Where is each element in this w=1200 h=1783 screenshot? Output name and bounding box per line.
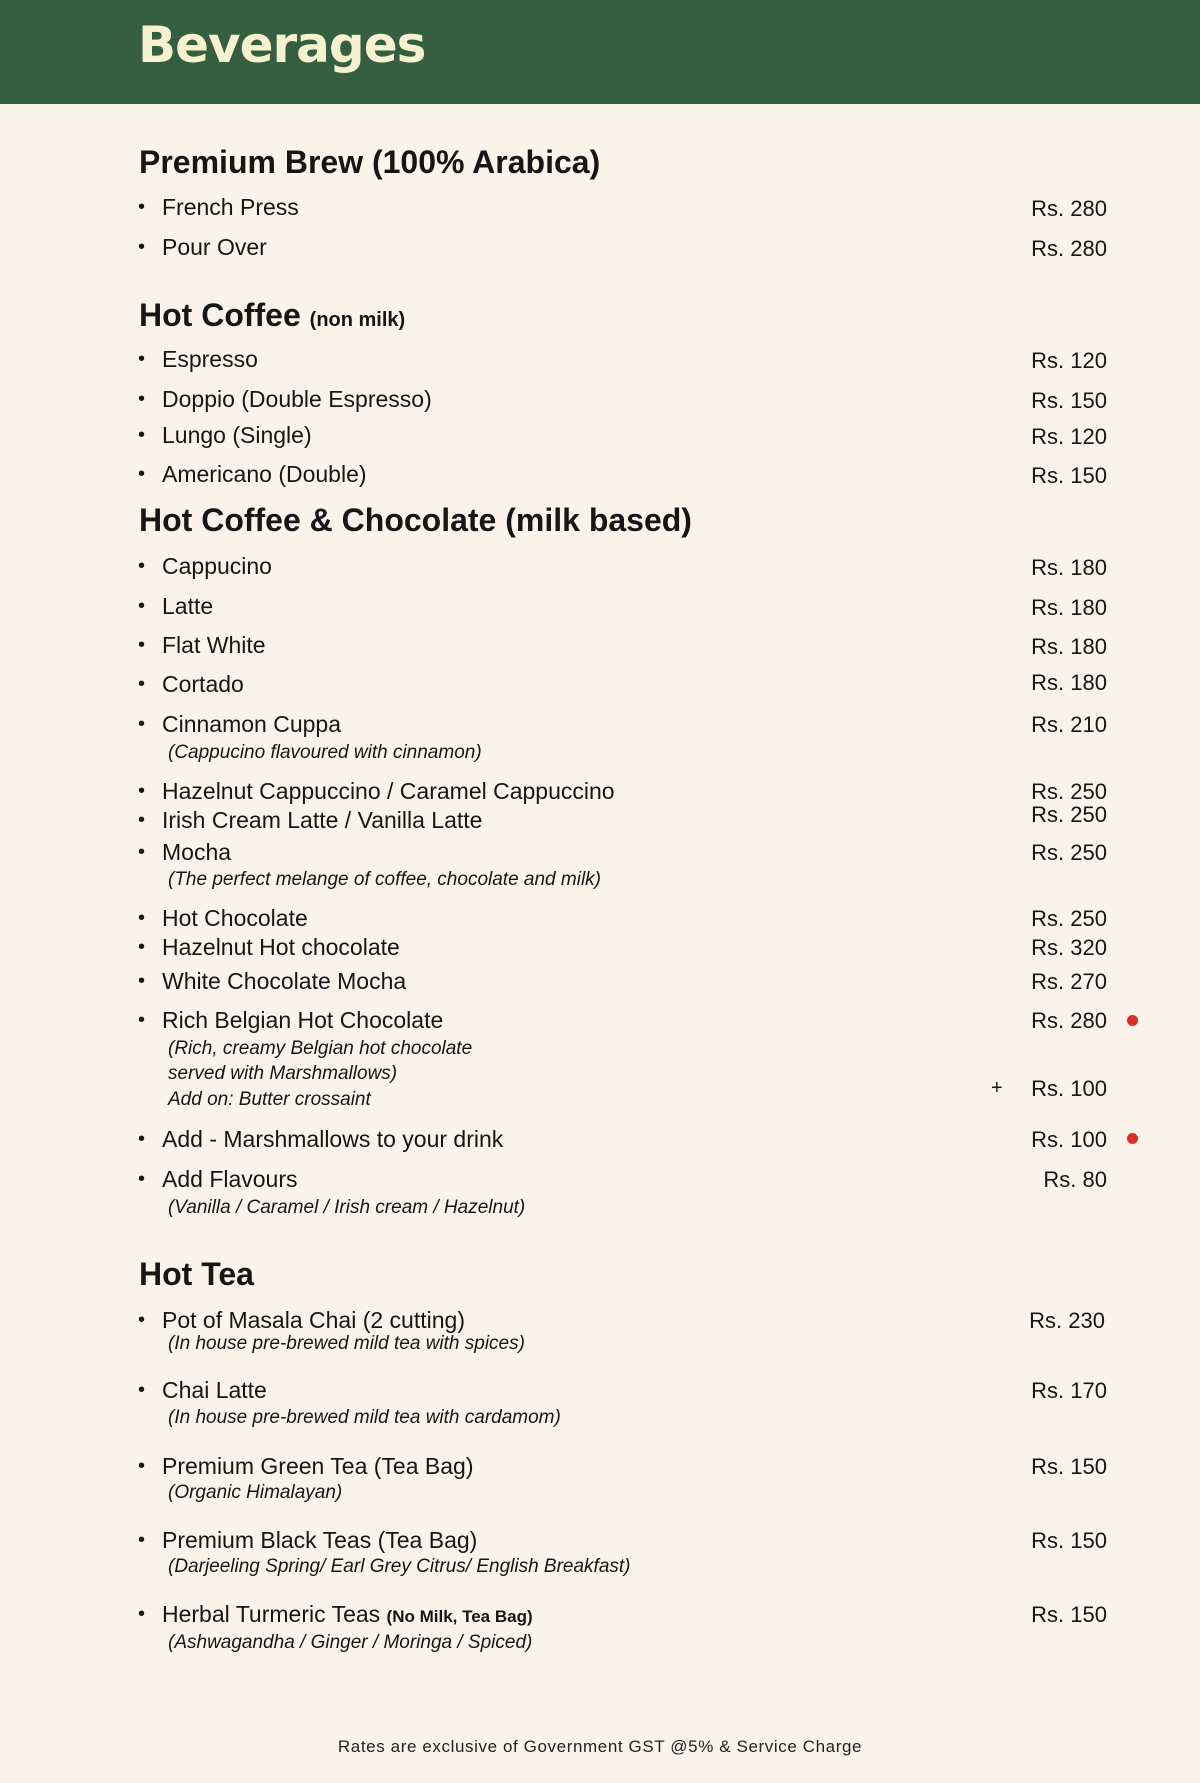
item-description: served with Marshmallows) [168,1063,398,1084]
item-price: Rs. 180 [1031,634,1107,659]
bullet: • [138,236,146,258]
section-title-hot-tea: Hot Tea [139,1256,254,1292]
bullet: • [138,970,146,992]
bullet: • [138,388,146,410]
item-price: Rs. 270 [1031,969,1107,994]
item-description: (Darjeeling Spring/ Earl Grey Citrus/ English Breakfast) [168,1556,631,1577]
item-description: (In house pre-brewed mild tea with cardamom) [168,1407,561,1428]
section-title-text: Hot Coffee [139,297,301,333]
item-description: (Organic Himalayan) [168,1482,343,1503]
item-name: Flat White [162,632,266,658]
item-name: Doppio (Double Espresso) [162,386,432,412]
item-name: Hot Chocolate [162,905,308,931]
bullet: • [138,1128,146,1150]
section-title-hot-coffee [139,297,405,334]
bullet: • [138,555,146,577]
item-name-text: Herbal Turmeric Teas [162,1601,381,1627]
item-price: Rs. 320 [1031,935,1107,960]
item-name: Add - Marshmallows to your drink [162,1126,504,1152]
bullet: • [138,809,146,831]
item-price: Rs. 80 [1043,1167,1107,1192]
bullet: • [138,1309,146,1331]
item-description: (Ashwagandha / Ginger / Moringa / Spiced) [168,1632,533,1653]
bullet: • [138,713,146,735]
item-name: Premium Green Tea (Tea Bag) [162,1453,474,1479]
item-name: Hazelnut Hot chocolate [162,934,400,960]
item-name: Rich Belgian Hot Chocolate [162,1007,444,1033]
item-price: Rs. 120 [1031,348,1107,373]
bullet: • [138,936,146,958]
item-price: Rs. 180 [1031,670,1107,695]
bullet: • [138,1168,146,1190]
item-name: Irish Cream Latte / Vanilla Latte [162,807,483,833]
section-title-milk-based: Hot Coffee & Chocolate (milk based) [139,502,692,538]
item-name-note: (No Milk, Tea Bag) [386,1607,533,1626]
item-price: Rs. 150 [1031,1602,1107,1627]
item-price: Rs. 210 [1031,712,1107,737]
item-price: Rs. 120 [1031,424,1107,449]
item-price: Rs. 150 [1031,1528,1107,1553]
item-price: Rs. 150 [1031,1454,1107,1479]
bullet: • [138,1455,146,1477]
item-price: Rs. 170 [1031,1378,1107,1403]
bullet: • [138,673,146,695]
section-title-premium-brew: Premium Brew (100% Arabica) [139,144,601,180]
item-name: White Chocolate Mocha [162,968,407,994]
item-price: Rs. 150 [1031,388,1107,413]
bullet: • [138,907,146,929]
bullet: • [138,595,146,617]
highlight-dot [1127,1015,1138,1026]
bullet: • [138,1009,146,1031]
item-name: Espresso [162,346,258,372]
item-description: (The perfect melange of coffee, chocolate and milk) [168,869,602,890]
item-name: Premium Black Teas (Tea Bag) [162,1527,478,1553]
bullet: • [138,196,146,218]
item-price: Rs. 250 [1031,802,1107,827]
item-name: French Press [162,194,299,220]
bullet: • [138,780,146,802]
item-description: (In house pre-brewed mild tea with spices) [168,1333,525,1354]
item-price: Rs. 280 [1031,236,1107,261]
item-name: Cappucino [162,553,272,579]
footer-note: Rates are exclusive of Government GST @5% & Service Charge [337,1737,863,1756]
item-name: Lungo (Single) [162,422,312,448]
item-price: Rs. 180 [1031,595,1107,620]
item-price: Rs. 180 [1031,555,1107,580]
item-price: Rs. 280 [1031,1008,1107,1033]
item-name: Pot of Masala Chai (2 cutting) [162,1307,465,1333]
item-name [162,1601,533,1628]
bullet: • [138,634,146,656]
item-price: Rs. 250 [1031,906,1107,931]
bullet: • [138,1379,146,1401]
bullet: • [138,424,146,446]
addon-price: Rs. 100 [1031,1076,1107,1101]
item-price: Rs. 250 [1031,779,1107,804]
bullet: • [138,841,146,863]
item-name: Chai Latte [162,1377,267,1403]
item-price: Rs. 150 [1031,463,1107,488]
item-description: (Vanilla / Caramel / Irish cream / Hazelnut) [168,1197,526,1218]
page-title: Beverages [138,16,426,74]
item-name: Cortado [162,671,244,697]
bullet: • [138,1529,146,1551]
bullet: • [138,463,146,485]
bullet: • [138,348,146,370]
item-price: Rs. 100 [1031,1127,1107,1152]
item-description: (Rich, creamy Belgian hot chocolate [168,1038,473,1059]
item-price: Rs. 230 [1029,1308,1105,1333]
item-price: Rs. 280 [1031,196,1107,221]
item-description: (Cappucino flavoured with cinnamon) [168,742,482,763]
item-name: Pour Over [162,234,267,260]
item-name: Add Flavours [162,1166,298,1192]
item-name: Hazelnut Cappuccino / Caramel Cappuccino [162,778,615,804]
item-name: Americano (Double) [162,461,367,487]
item-name: Mocha [162,839,232,865]
item-price: Rs. 250 [1031,840,1107,865]
page-header [0,0,1200,104]
bullet: • [138,1603,146,1625]
highlight-dot [1127,1133,1138,1144]
addon-plus: + [991,1077,1003,1099]
addon-description: Add on: Butter crossaint [168,1089,371,1110]
section-subtitle: (non milk) [309,309,406,331]
item-name: Cinnamon Cuppa [162,711,342,737]
item-name: Latte [162,593,214,619]
